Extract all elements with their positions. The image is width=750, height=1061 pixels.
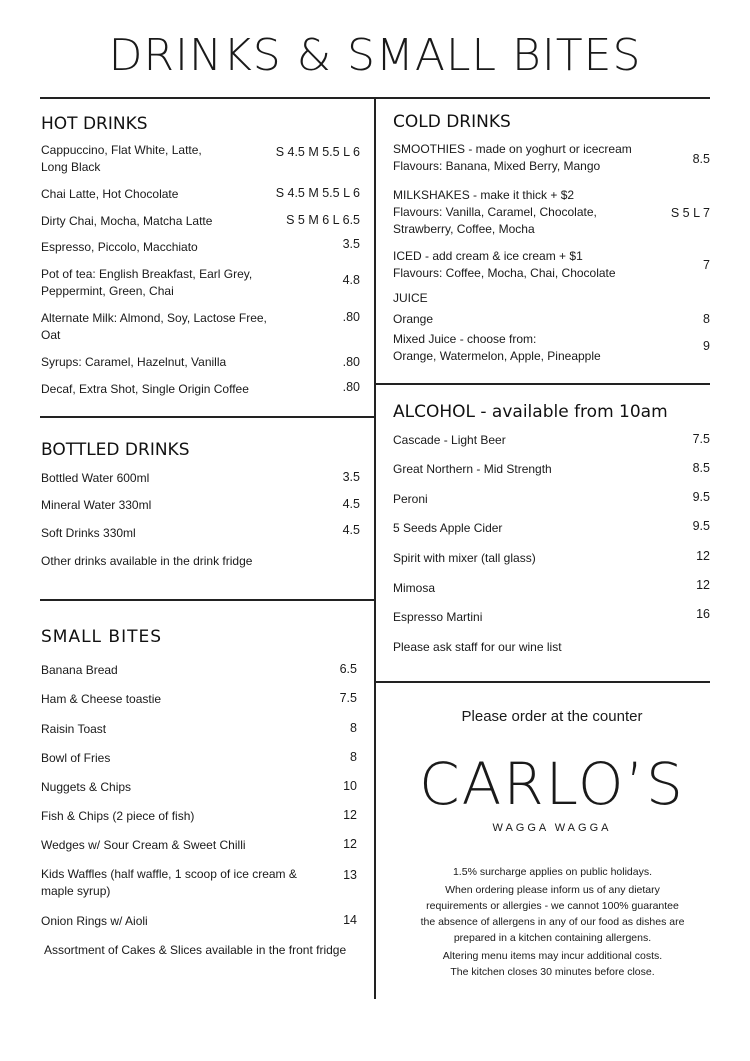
list-item: Espresso Martini bbox=[393, 610, 483, 624]
carlos-logo: CARLO’S bbox=[419, 750, 685, 818]
price: 8.5 bbox=[692, 152, 710, 166]
carlos-logo-subtitle: WAGGA WAGGA bbox=[492, 822, 612, 834]
list-item: Peroni bbox=[393, 492, 428, 506]
price: 7.5 bbox=[692, 432, 710, 446]
list-item: Spirit with mixer (tall glass) bbox=[393, 551, 536, 565]
price: 8.5 bbox=[692, 461, 710, 475]
price: .80 bbox=[342, 355, 360, 369]
list-item: Mimosa bbox=[393, 581, 436, 595]
list-item: Onion Rings w/ Aioli bbox=[41, 914, 148, 928]
small-bites-title: SMALL BITES bbox=[41, 627, 163, 647]
surcharge-note: 1.5% surcharge applies on public holidays. bbox=[452, 866, 653, 878]
price: 14 bbox=[343, 913, 357, 927]
list-item: Mixed Juice - choose from: Orange, Watermelon, Apple, Pineapple bbox=[393, 332, 601, 363]
list-item: Great Northern - Mid Strength bbox=[393, 462, 552, 476]
list-item: Wedges w/ Sour Cream & Sweet Chilli bbox=[41, 838, 246, 852]
price: S 5 M 6 L 6.5 bbox=[286, 213, 360, 227]
price: 12 bbox=[696, 578, 710, 592]
kitchen-close-note: The kitchen closes 30 minutes before close. bbox=[450, 966, 655, 978]
list-item: Banana Bread bbox=[41, 663, 118, 677]
price: 9.5 bbox=[692, 519, 710, 533]
price: S 5 L 7 bbox=[670, 206, 710, 220]
price: 12 bbox=[343, 837, 357, 851]
list-item: Mineral Water 330ml bbox=[41, 498, 152, 512]
price: .80 bbox=[342, 310, 360, 324]
list-item: Alternate Milk: Almond, Soy, Lactose Free, Oat bbox=[41, 311, 267, 342]
price: 8 bbox=[350, 750, 357, 764]
list-item: Decaf, Extra Shot, Single Origin Coffee bbox=[41, 382, 249, 396]
list-item: Ham & Cheese toastie bbox=[41, 692, 162, 706]
list-item: Kids Waffles (half waffle, 1 scoop of ice cream & maple syrup) bbox=[41, 867, 297, 898]
list-item: Orange bbox=[393, 312, 434, 326]
price: 10 bbox=[343, 779, 357, 793]
list-item: Soft Drinks 330ml bbox=[41, 526, 136, 540]
list-item: Dirty Chai, Mocha, Matcha Latte bbox=[41, 214, 213, 228]
price: 16 bbox=[696, 607, 710, 621]
price: 4.5 bbox=[342, 497, 360, 511]
price: 7 bbox=[703, 258, 710, 272]
juice-label: JUICE bbox=[393, 291, 428, 305]
list-item: Syrups: Caramel, Hazelnut, Vanilla bbox=[41, 355, 227, 369]
price: 3.5 bbox=[342, 237, 360, 251]
price: 9.5 bbox=[692, 490, 710, 504]
price: 8 bbox=[350, 721, 357, 735]
list-item: Chai Latte, Hot Chocolate bbox=[41, 187, 179, 201]
alcohol-divider bbox=[374, 681, 710, 683]
list-item: Cascade - Light Beer bbox=[393, 433, 506, 447]
list-item: 5 Seeds Apple Cider bbox=[393, 521, 503, 535]
wine-list-note: Please ask staff for our wine list bbox=[393, 640, 562, 654]
price: 7.5 bbox=[339, 691, 357, 705]
alcohol-title: ALCOHOL - available from 10am bbox=[393, 402, 668, 422]
price: 12 bbox=[343, 808, 357, 822]
price: 4.8 bbox=[342, 273, 360, 287]
cold-drinks-title: COLD DRINKS bbox=[393, 112, 511, 132]
cold-drinks-divider bbox=[374, 383, 710, 385]
list-item: Bowl of Fries bbox=[41, 751, 111, 765]
list-item: Raisin Toast bbox=[41, 722, 107, 736]
list-item: Pot of tea: English Breakfast, Earl Grey, Peppermint, Green, Chai bbox=[41, 267, 253, 298]
list-item: MILKSHAKES - make it thick + $2 Flavours: Vanilla, Caramel, Chocolate, Strawberry, Coffee, Mocha bbox=[393, 188, 597, 236]
small-bites-note: Assortment of Cakes & Slices available in the front fridge bbox=[44, 943, 347, 957]
price: .80 bbox=[342, 380, 360, 394]
price: S 4.5 M 5.5 L 6 bbox=[275, 145, 360, 159]
list-item: Espresso, Piccolo, Macchiato bbox=[41, 240, 198, 254]
price: 12 bbox=[696, 549, 710, 563]
allergy-note: When ordering please inform us of any dietary requirements or allergies - we cannot 100% guarantee the absence of allergens in any of our food as dishes are prepared in a kitchen containing allergens. bbox=[420, 884, 685, 944]
page-title: DRINKS & SMALL BITES bbox=[108, 30, 642, 81]
list-item: Bottled Water 600ml bbox=[41, 471, 150, 485]
bottled-drinks-title: BOTTLED DRINKS bbox=[41, 440, 190, 460]
column-divider bbox=[374, 97, 376, 999]
bottled-drinks-divider bbox=[40, 599, 374, 601]
list-item: ICED - add cream & ice cream + $1 Flavours: Coffee, Mocha, Chai, Chocolate bbox=[393, 249, 616, 280]
altering-note: Altering menu items may incur additional costs. bbox=[442, 950, 663, 962]
price: S 4.5 M 5.5 L 6 bbox=[275, 186, 360, 200]
price: 6.5 bbox=[339, 662, 357, 676]
list-item: Cappuccino, Flat White, Latte, Long Black bbox=[41, 143, 202, 174]
hot-drinks-title: HOT DRINKS bbox=[41, 114, 148, 134]
price: 4.5 bbox=[342, 523, 360, 537]
hot-drinks-divider bbox=[40, 416, 374, 418]
list-item: Fish & Chips (2 piece of fish) bbox=[41, 809, 195, 823]
price: 3.5 bbox=[342, 470, 360, 484]
list-item: SMOOTHIES - made on yoghurt or icecream Flavours: Banana, Mixed Berry, Mango bbox=[393, 142, 632, 173]
list-item: Nuggets & Chips bbox=[41, 780, 132, 794]
price: 9 bbox=[703, 339, 710, 353]
price: 13 bbox=[343, 868, 357, 882]
bottled-note: Other drinks available in the drink fridge bbox=[41, 554, 253, 568]
order-note: Please order at the counter bbox=[461, 708, 643, 725]
price: 8 bbox=[703, 312, 710, 326]
